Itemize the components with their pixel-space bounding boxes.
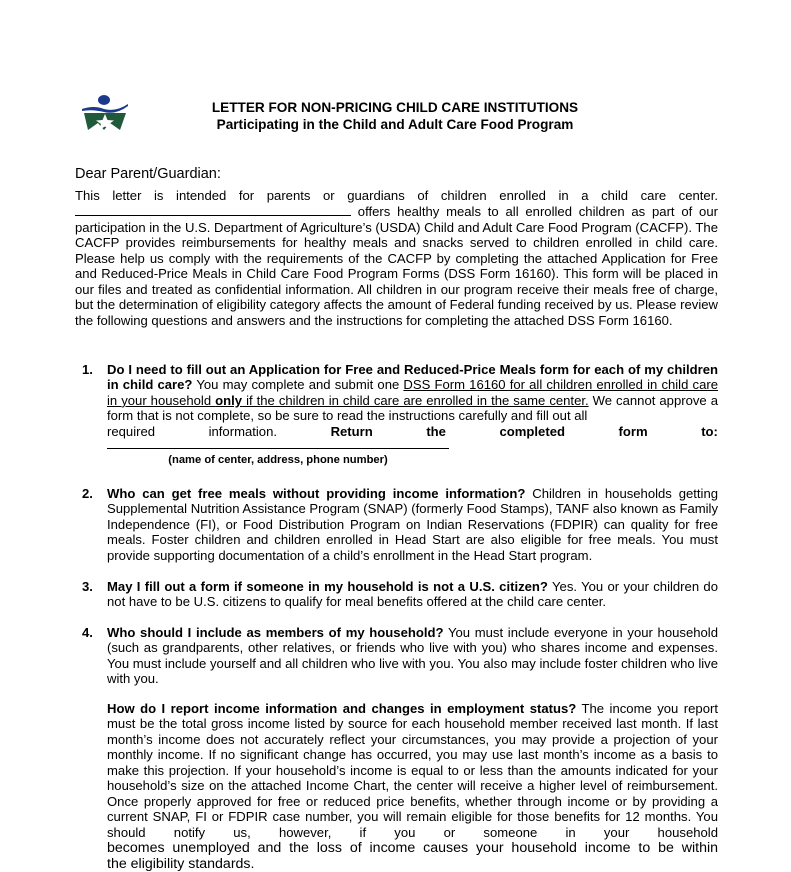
return-word: the <box>426 423 446 439</box>
faq-answer-pre: You may complete and submit one <box>192 377 404 393</box>
center-name-blank-field[interactable] <box>75 203 351 216</box>
faq-question: Who can get free meals without providing income information? <box>107 486 526 501</box>
faq-answer: Children in households getting Supplemental Nutrition Assistance Program (SNAP) (formerly Food Stamps), TANF also known as Family Independence (FI), or Food Distribution Program on Indian Reservations (FDPIR) can quality for free meals. Foster children and children enrolled in Head Start are also eligible for free meals. You must provide supporting documentation of a child’s enrollment in the Head Start program. <box>107 486 719 563</box>
faq-number: 2. <box>82 486 93 501</box>
income-reporting-paragraph <box>107 701 718 872</box>
title-line-1: LETTER FOR NON-PRICING CHILD CARE INSTITUTIONS <box>211 100 579 115</box>
intro-rest: participation in the U.S. Department of Agriculture’s (USDA) Child and Adult Care Food Program (CACFP). The CACFP provides reimbursements for healthy meals and snacks served to children enrolled in child care. Please help us comply with the requirements of the CACFP by completing the attached Application for Free and Reduced-Price Meals in Child Care Food Program Forms (DSS Form 16160). This form will be placed in our files and treated as confidential information. All children in our program receive their meals free of charge, but the determination of eligibility category affects the amount of Federal funding received by us. Please review the following questions and answers and the instructions for completing the attached DSS Form 16160. <box>75 219 718 328</box>
return-word: form <box>618 423 648 439</box>
return-instruction-line <box>107 424 718 439</box>
faq-item-4 <box>82 625 718 687</box>
income-last-line: becomes unemployed and the loss of income causes your household income to be within <box>107 840 718 857</box>
income-cutoff-line: the eligibility standards. <box>107 856 255 872</box>
faq-question: Do I need to fill out an Application for Free and Reduced-Price Meals form for each of my children in child care? <box>107 362 718 393</box>
faq-number: 4. <box>82 625 93 640</box>
intro-line-2-text: offers healthy meals to all enrolled children as part of our <box>351 204 718 220</box>
title-line-2: Participating in the Child and Adult Care Food Program <box>216 117 574 132</box>
faq-item-2 <box>82 486 718 563</box>
intro-line-1: This letter is intended for parents or guardians of children enrolled in a child care center. <box>75 188 718 203</box>
income-main-text <box>107 701 718 840</box>
faq-answer-underlined-2: if the children in child care are enrolled in the same center. <box>242 392 589 408</box>
letter-title <box>150 99 640 133</box>
faq-question: May I fill out a form if someone in my household is not a U.S. citizen? <box>107 579 548 594</box>
faq-item-1 <box>82 362 718 468</box>
return-word: required <box>107 423 156 439</box>
return-word: information. <box>208 423 278 439</box>
center-address-blank-field[interactable] <box>107 448 449 449</box>
faq-number: 1. <box>82 362 93 377</box>
faq-question: Who should I include as members of my household? <box>107 625 444 640</box>
faq-answer-post: We cannot approve a form that is not complete, so be sure to read the instructions carefully and fill out all <box>107 392 718 424</box>
salutation: Dear Parent/Guardian: <box>75 166 221 182</box>
return-word: Return <box>330 423 373 439</box>
address-field-caption: (name of center, address, phone number) <box>168 454 388 467</box>
income-question: How do I report income information and changes in employment status? <box>107 701 577 716</box>
faq-answer: You must include everyone in your household (such as grandparents, other relatives, or friends who live with you) who shares income and expenses. You must include yourself and all children who live with you. You also may include foster children who live with you. <box>107 625 718 687</box>
return-word: completed <box>499 423 565 439</box>
faq-answer: Yes. You or your children do not have to be U.S. citizens to qualify for meal benefits offered at the child care center. <box>107 579 718 610</box>
faq-answer-underlined-1: DSS Form 16160 for all children enrolled in child care in your household <box>107 377 718 408</box>
faq-answer-underlined-bold: only <box>215 392 243 408</box>
scdss-figure-star-logo-icon <box>80 94 130 132</box>
income-answer: The income you report must be the total gross income listed by source for each household member received last month. If last month’s income does not accurately reflect your circumstances, you may provide a projection of your monthly income. If no significant change has occurred, you may use last month’s income as a basis to make this projection. If your household’s income is equal to or less than the amounts indicated for your household’s size on the attached Income Chart, the center will receive a higher level of reimbursement. Once properly approved for free or reduced price benefits, whether through income or by providing a current SNAP, FI or FDPIR case number, you will remain eligible for those benefits for 12 months. You should notify us, however, if you or someone in your household <box>107 701 718 840</box>
faq-number: 3. <box>82 579 93 594</box>
intro-line-2 <box>75 203 718 219</box>
faq-item-3 <box>82 579 718 610</box>
return-word: to: <box>701 423 718 439</box>
intro-paragraph <box>75 188 718 328</box>
